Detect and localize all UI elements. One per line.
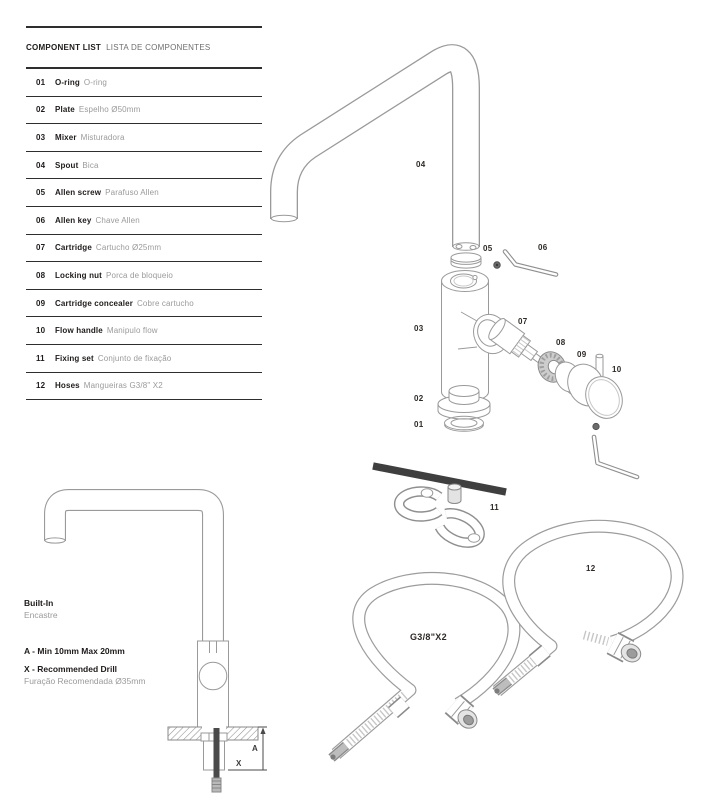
callout-05-allen-screw: 05 bbox=[483, 244, 493, 253]
built-in-note bbox=[24, 597, 214, 687]
callout-01-o-ring: 01 bbox=[414, 420, 424, 429]
fixing-set-drawing bbox=[373, 466, 506, 549]
component-row-02: 02 Plate Espelho Ø50mm bbox=[26, 97, 262, 125]
handle-allen-key-drawing bbox=[594, 437, 637, 477]
dim-label-a: A bbox=[252, 744, 258, 753]
component-row-03: 03 Mixer Misturadora bbox=[26, 124, 262, 152]
hose-spec-label: G3/8"X2 bbox=[410, 632, 447, 642]
built-in-title-en: Built-In bbox=[24, 598, 54, 608]
component-row-12: 12 Hoses Mangueiras G3/8" X2 bbox=[26, 373, 262, 401]
dim-a-note: A - Min 10mm Max 20mm bbox=[24, 646, 125, 656]
callout-09-concealer: 09 bbox=[577, 350, 587, 359]
countertop-drawing bbox=[168, 727, 258, 793]
component-row-04: 04 Spout Bica bbox=[26, 152, 262, 180]
component-row-10: 10 Flow handle Manipulo flow bbox=[26, 317, 262, 345]
callout-12-hoses: 12 bbox=[586, 564, 596, 573]
o-ring-drawing bbox=[445, 416, 484, 431]
component-list-header bbox=[26, 28, 262, 69]
spout-drawing bbox=[271, 58, 466, 247]
component-list bbox=[26, 26, 262, 400]
component-list-title-en: COMPONENT LIST bbox=[26, 43, 102, 52]
callout-08-locking-nut: 08 bbox=[556, 338, 566, 347]
built-in-title-pt: Encastre bbox=[24, 610, 58, 620]
callout-04-spout: 04 bbox=[416, 160, 426, 169]
callout-10-flow-handle: 10 bbox=[612, 365, 622, 374]
callout-06-allen-key: 06 bbox=[538, 243, 548, 252]
component-list-title-pt: LISTA DE COMPONENTES bbox=[106, 43, 211, 52]
hose-left-drawing bbox=[330, 578, 514, 759]
allen-screw-drawing bbox=[494, 262, 501, 269]
callout-03-mixer: 03 bbox=[414, 324, 424, 333]
component-row-07: 07 Cartridge Cartucho Ø25mm bbox=[26, 235, 262, 263]
dim-label-x: X bbox=[236, 759, 242, 768]
component-row-09: 09 Cartridge concealer Cobre cartucho bbox=[26, 290, 262, 318]
component-row-11: 11 Fixing set Conjunto de fixação bbox=[26, 345, 262, 373]
callout-02-plate: 02 bbox=[414, 394, 424, 403]
component-row-01: 01 O-ring O-ring bbox=[26, 69, 262, 97]
component-row-05: 05 Allen screw Parafuso Allen bbox=[26, 179, 262, 207]
allen-key-drawing bbox=[505, 252, 556, 275]
hose-right-drawing bbox=[494, 526, 677, 693]
component-row-08: 08 Locking nut Porca de bloqueio bbox=[26, 262, 262, 290]
dim-x-note-title: X - Recommended Drill bbox=[24, 664, 118, 674]
callout-07-cartridge: 07 bbox=[518, 317, 528, 326]
component-row-06: 06 Allen key Chave Allen bbox=[26, 207, 262, 235]
dim-x-note-pt: Furação Recomendada Ø35mm bbox=[24, 676, 146, 686]
spout-connector-drawing bbox=[451, 243, 481, 268]
callout-11-fixing-set: 11 bbox=[490, 503, 500, 512]
handle-screw-drawing bbox=[593, 423, 599, 429]
